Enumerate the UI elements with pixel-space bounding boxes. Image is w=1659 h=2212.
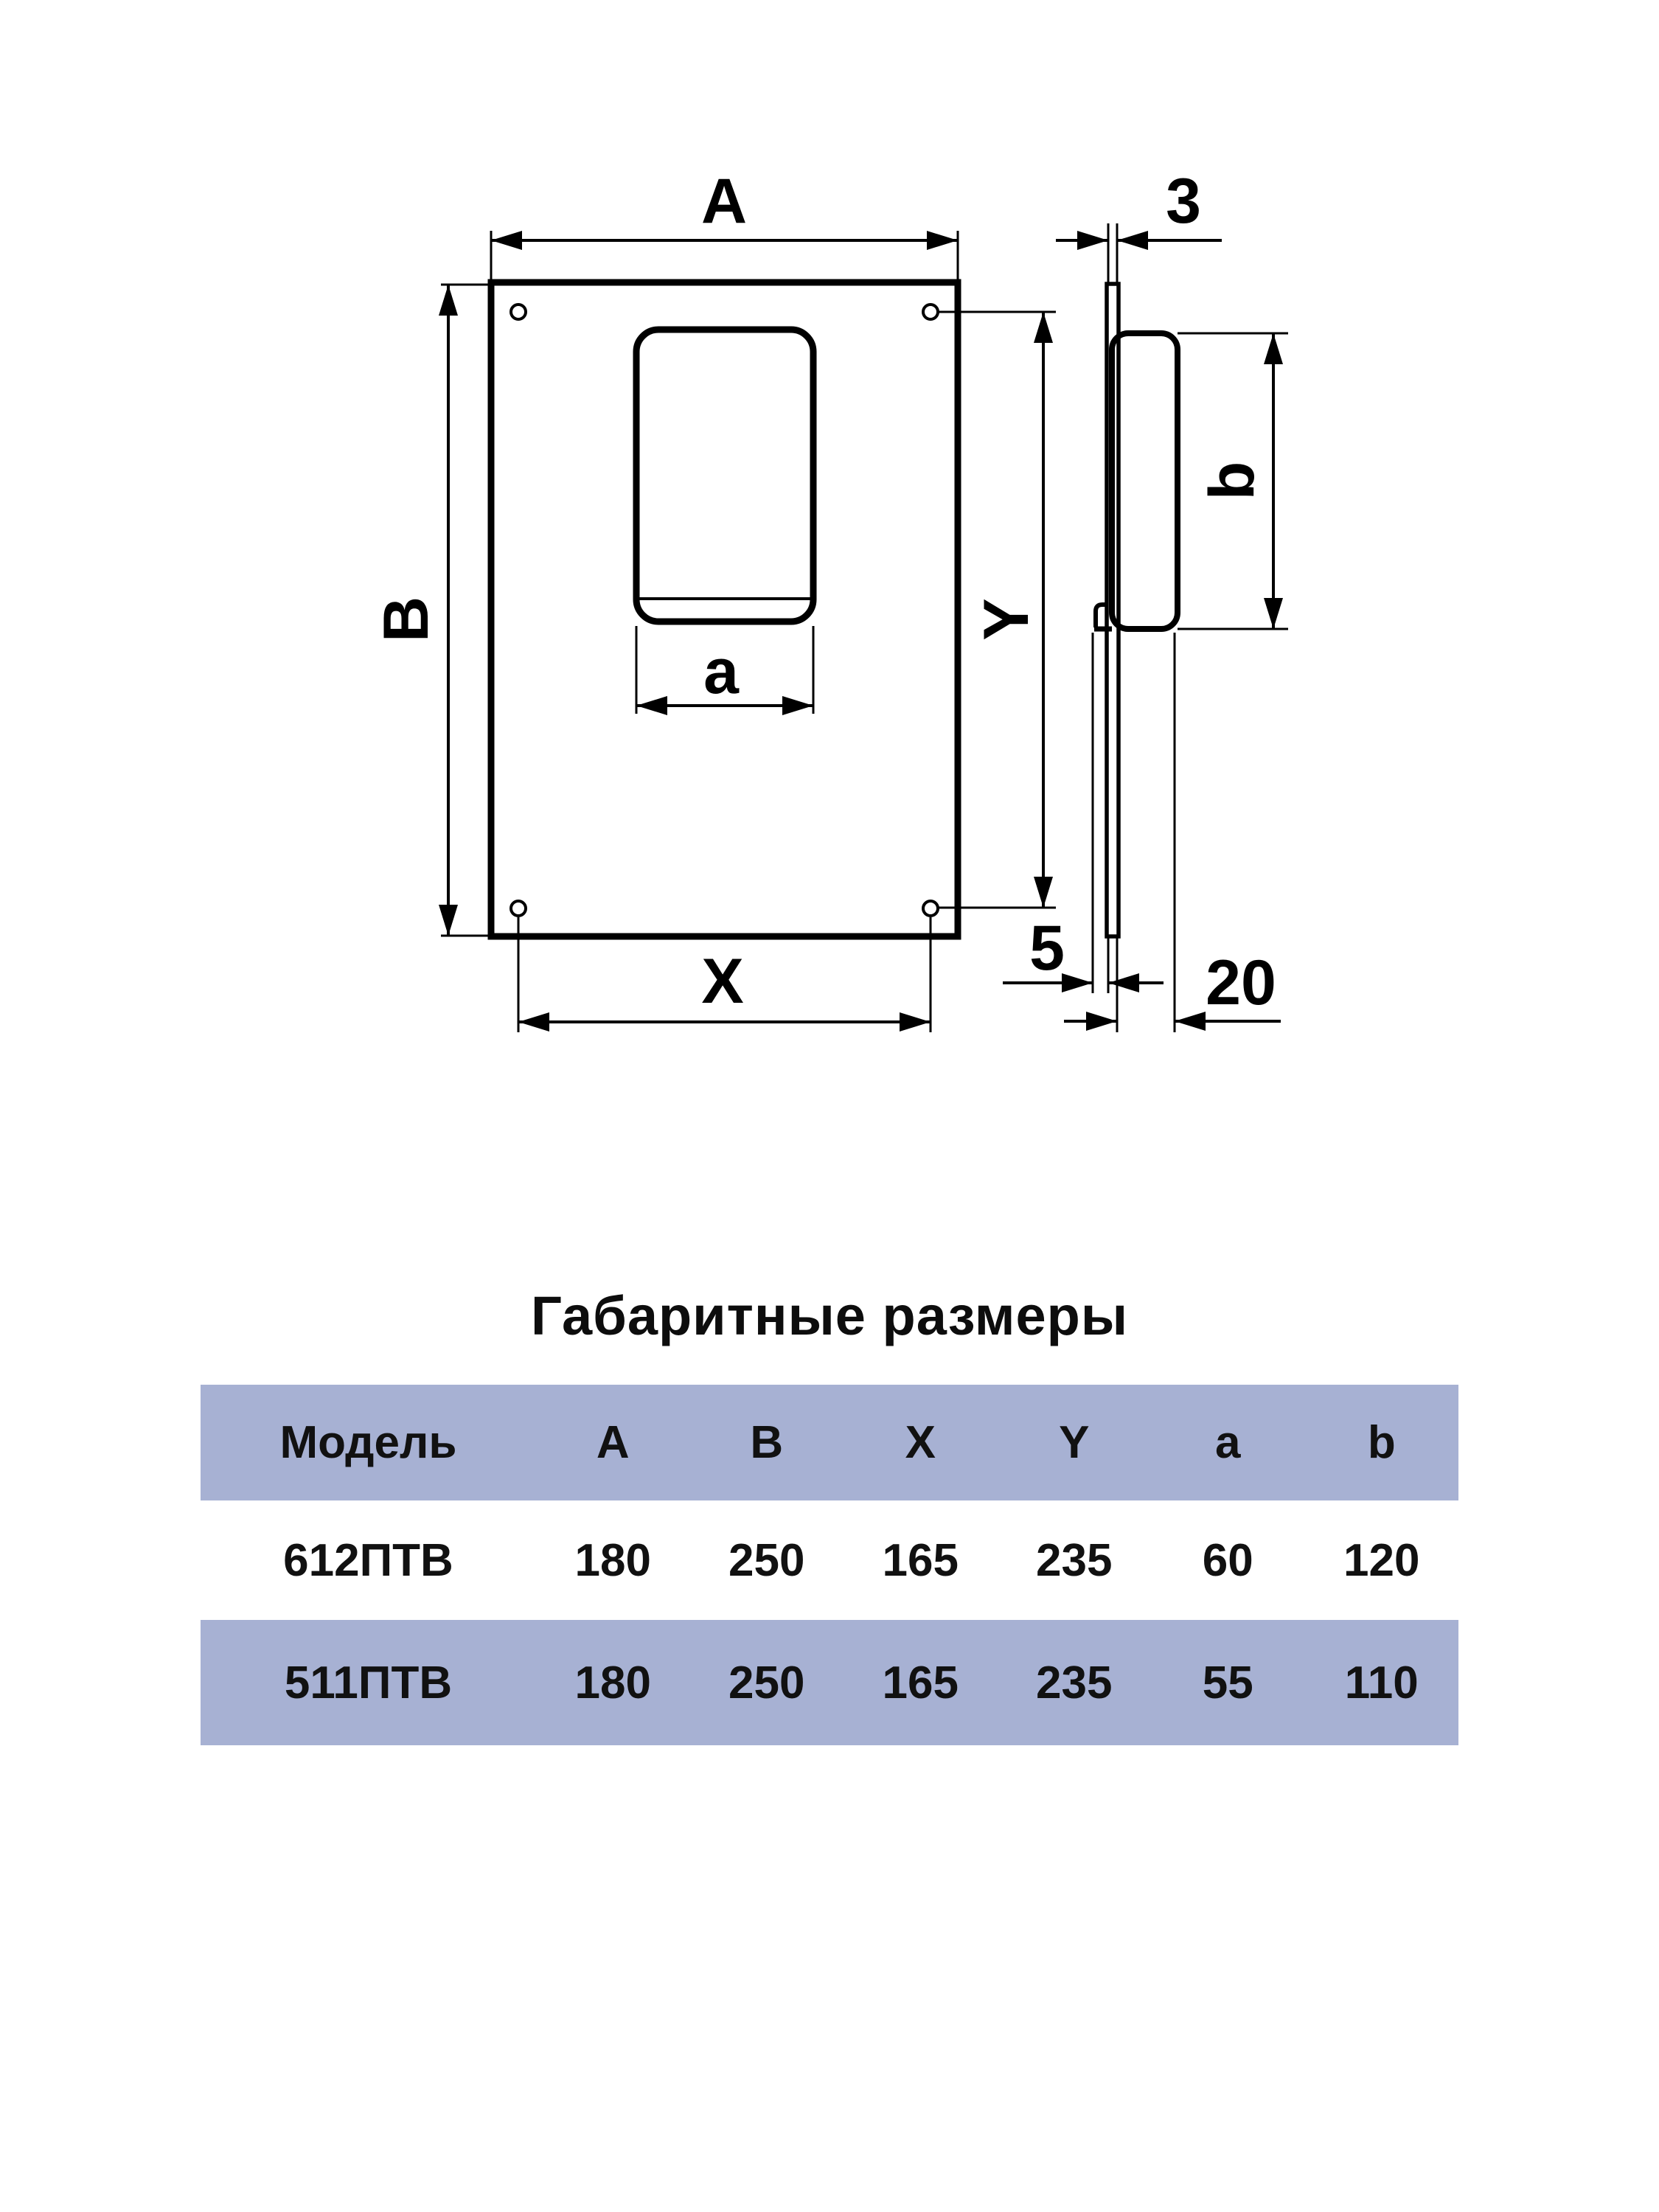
dim-label-A: A [700,166,748,237]
cell-value: 165 [882,1534,959,1586]
cell-value: 120 [1343,1534,1420,1586]
dimension-b [1178,333,1288,629]
header-cell-A: A [596,1417,630,1468]
mount-hole-icon [923,305,938,319]
spigot-outline [1112,333,1178,629]
cell-value: 55 [1202,1657,1253,1708]
header-cell-model: Модель [279,1417,457,1468]
cell-value: 235 [1036,1534,1113,1586]
dim-label-X: X [701,946,744,1017]
table-row [201,1500,1458,1620]
header-cell-a: a [1215,1417,1241,1468]
louver-window-outline [636,330,813,622]
dimension-20 [1064,633,1281,1032]
dimensions-table [201,1385,1458,1745]
dim-label-3: 3 [1166,166,1201,237]
mount-hole-icon [511,901,526,916]
front-panel-outline [491,282,958,936]
dim-label-5: 5 [1029,913,1065,984]
table-header-row [201,1385,1458,1500]
cell-value: 250 [728,1657,805,1708]
mount-hole-icon [511,305,526,319]
cell-model: 511ПТВ [284,1657,453,1708]
cell-value: 250 [728,1534,805,1586]
header-cell-Y: Y [1059,1417,1090,1468]
dim-label-20: 20 [1206,947,1276,1018]
cell-value: 110 [1344,1657,1419,1708]
dimension-5 [1003,633,1164,993]
dim-label-Y: Y [971,598,1042,641]
cell-value: 165 [882,1657,959,1708]
table-row [201,1620,1458,1745]
cell-model: 612ПТВ [283,1534,453,1586]
header-cell-b: b [1367,1417,1396,1468]
cell-value: 235 [1036,1657,1113,1708]
dimension-B [371,285,491,936]
header-cell-B: B [750,1417,784,1468]
dim-label-b: b [1197,461,1267,501]
cell-value: 180 [574,1657,651,1708]
dimension-A [491,166,958,282]
dimension-a [636,626,813,715]
cell-value: 60 [1202,1534,1253,1586]
front-view [371,166,1056,1032]
dim-label-B: B [371,596,442,643]
cell-value: 180 [574,1534,651,1586]
section-title: Габаритные размеры [530,1285,1129,1346]
dim-label-a: a [703,636,739,707]
header-cell-X: X [905,1417,936,1468]
side-view [1003,166,1288,1032]
mount-hole-icon [923,901,938,916]
dimension-3 [1056,166,1222,282]
